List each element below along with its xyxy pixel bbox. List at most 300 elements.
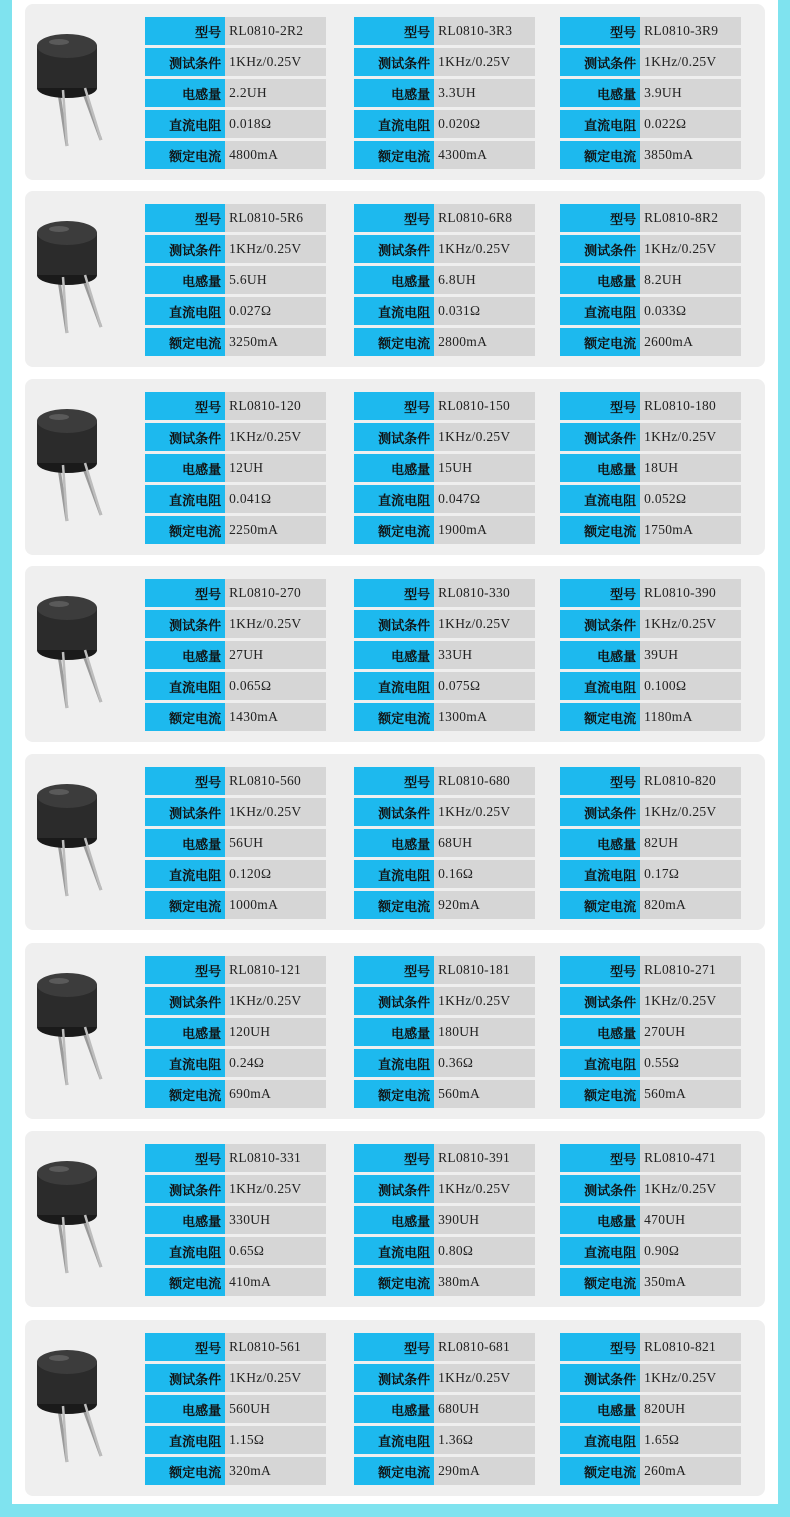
- label-test: 测试条件: [560, 798, 640, 826]
- spec-line-test: [354, 798, 535, 826]
- spec-table: [354, 953, 535, 1111]
- label-inductance: 电感量: [145, 1395, 225, 1423]
- label-dcr: 直流电阻: [560, 672, 640, 700]
- value-dcr: 0.90Ω: [640, 1237, 741, 1265]
- label-model: 型号: [560, 1333, 640, 1361]
- inductor-image: [31, 967, 109, 1089]
- spec-line-dcr: [145, 1237, 326, 1265]
- value-inductance: 8.2UH: [640, 266, 741, 294]
- spec-line-inductance: [354, 1206, 535, 1234]
- spec-line-dcr: [145, 672, 326, 700]
- label-model: 型号: [145, 17, 225, 45]
- spec-line-inductance: [354, 829, 535, 857]
- label-model: 型号: [354, 579, 434, 607]
- label-test: 测试条件: [560, 1175, 640, 1203]
- label-model: 型号: [560, 17, 640, 45]
- label-model: 型号: [145, 1333, 225, 1361]
- label-model: 型号: [560, 767, 640, 795]
- spec-line-inductance: [145, 266, 326, 294]
- spec-line-current: [145, 1268, 326, 1296]
- label-inductance: 电感量: [354, 1395, 434, 1423]
- spec-table: [145, 1141, 326, 1299]
- value-inductance: 470UH: [640, 1206, 741, 1234]
- label-model: 型号: [354, 1144, 434, 1172]
- spec-line-inductance: [354, 641, 535, 669]
- spec-line-model: [560, 1144, 741, 1172]
- label-current: 额定电流: [145, 1080, 225, 1108]
- value-dcr: 0.36Ω: [434, 1049, 535, 1077]
- spec-line-current: [145, 516, 326, 544]
- label-model: 型号: [354, 1333, 434, 1361]
- label-inductance: 电感量: [560, 1395, 640, 1423]
- value-model: RL0810-181: [434, 956, 535, 984]
- label-model: 型号: [354, 392, 434, 420]
- label-dcr: 直流电阻: [145, 297, 225, 325]
- label-test: 测试条件: [354, 610, 434, 638]
- spec-line-inductance: [560, 79, 741, 107]
- label-test: 测试条件: [145, 423, 225, 451]
- spec-line-dcr: [354, 485, 535, 513]
- spec-line-test: [354, 423, 535, 451]
- spec-line-test: [145, 235, 326, 263]
- spec-line-dcr: [560, 297, 741, 325]
- label-current: 额定电流: [560, 141, 640, 169]
- value-model: RL0810-680: [434, 767, 535, 795]
- value-current: 2250mA: [225, 516, 326, 544]
- label-model: 型号: [560, 1144, 640, 1172]
- label-model: 型号: [145, 579, 225, 607]
- spec-line-model: [354, 956, 535, 984]
- spec-line-inductance: [145, 641, 326, 669]
- label-current: 额定电流: [145, 516, 225, 544]
- spec-line-dcr: [354, 110, 535, 138]
- value-dcr: 0.24Ω: [225, 1049, 326, 1077]
- label-dcr: 直流电阻: [560, 297, 640, 325]
- label-inductance: 电感量: [560, 641, 640, 669]
- product-row: [25, 4, 765, 180]
- spec-line-dcr: [560, 1426, 741, 1454]
- spec-line-inductance: [145, 1206, 326, 1234]
- value-model: RL0810-821: [640, 1333, 741, 1361]
- label-dcr: 直流电阻: [560, 1049, 640, 1077]
- value-dcr: 0.031Ω: [434, 297, 535, 325]
- spec-line-current: [145, 141, 326, 169]
- label-test: 测试条件: [560, 987, 640, 1015]
- spec-line-model: [145, 767, 326, 795]
- value-inductance: 56UH: [225, 829, 326, 857]
- spec-table: [354, 576, 535, 734]
- label-test: 测试条件: [354, 235, 434, 263]
- value-test: 1KHz/0.25V: [225, 1364, 326, 1392]
- spec-table: [560, 201, 741, 359]
- spec-table: [354, 14, 535, 172]
- spec-line-current: [354, 516, 535, 544]
- label-current: 额定电流: [560, 1457, 640, 1485]
- value-test: 1KHz/0.25V: [640, 798, 741, 826]
- spec-line-model: [145, 392, 326, 420]
- spec-line-current: [560, 328, 741, 356]
- spec-line-model: [560, 1333, 741, 1361]
- spec-line-dcr: [560, 485, 741, 513]
- inductor-image: [31, 778, 109, 900]
- value-current: 2600mA: [640, 328, 741, 356]
- value-model: RL0810-3R3: [434, 17, 535, 45]
- spec-table: [560, 14, 741, 172]
- label-current: 额定电流: [354, 1268, 434, 1296]
- product-row: [25, 943, 765, 1119]
- value-model: RL0810-681: [434, 1333, 535, 1361]
- label-inductance: 电感量: [560, 266, 640, 294]
- value-inductance: 39UH: [640, 641, 741, 669]
- value-test: 1KHz/0.25V: [434, 1175, 535, 1203]
- spec-table: [560, 576, 741, 734]
- spec-line-current: [354, 141, 535, 169]
- value-inductance: 6.8UH: [434, 266, 535, 294]
- spec-line-test: [560, 48, 741, 76]
- value-dcr: 0.033Ω: [640, 297, 741, 325]
- spec-line-model: [145, 204, 326, 232]
- label-test: 测试条件: [560, 610, 640, 638]
- spec-line-dcr: [560, 110, 741, 138]
- spec-line-dcr: [145, 1049, 326, 1077]
- spec-line-test: [560, 1364, 741, 1392]
- value-current: 290mA: [434, 1457, 535, 1485]
- spec-line-inductance: [145, 1018, 326, 1046]
- label-inductance: 电感量: [560, 454, 640, 482]
- spec-line-test: [560, 610, 741, 638]
- label-test: 测试条件: [560, 1364, 640, 1392]
- value-model: RL0810-270: [225, 579, 326, 607]
- value-test: 1KHz/0.25V: [640, 610, 741, 638]
- label-dcr: 直流电阻: [560, 860, 640, 888]
- spec-line-model: [354, 579, 535, 607]
- spec-line-test: [354, 987, 535, 1015]
- spec-line-model: [560, 579, 741, 607]
- spec-line-current: [560, 703, 741, 731]
- spec-line-current: [560, 1080, 741, 1108]
- spec-line-current: [560, 891, 741, 919]
- value-current: 410mA: [225, 1268, 326, 1296]
- label-model: 型号: [145, 956, 225, 984]
- spec-line-current: [145, 1080, 326, 1108]
- spec-line-test: [560, 798, 741, 826]
- label-current: 额定电流: [560, 891, 640, 919]
- spec-line-test: [145, 798, 326, 826]
- label-inductance: 电感量: [354, 1018, 434, 1046]
- spec-table: [560, 953, 741, 1111]
- value-current: 690mA: [225, 1080, 326, 1108]
- label-dcr: 直流电阻: [560, 1426, 640, 1454]
- spec-line-model: [560, 392, 741, 420]
- label-inductance: 电感量: [560, 1206, 640, 1234]
- value-current: 820mA: [640, 891, 741, 919]
- spec-line-test: [354, 1364, 535, 1392]
- value-test: 1KHz/0.25V: [434, 610, 535, 638]
- spec-line-model: [145, 956, 326, 984]
- value-current: 1000mA: [225, 891, 326, 919]
- label-current: 额定电流: [560, 328, 640, 356]
- spec-table: [145, 764, 326, 922]
- spec-table: [145, 576, 326, 734]
- value-model: RL0810-331: [225, 1144, 326, 1172]
- value-test: 1KHz/0.25V: [225, 235, 326, 263]
- product-row: [25, 379, 765, 555]
- spec-line-dcr: [145, 860, 326, 888]
- value-inductance: 5.6UH: [225, 266, 326, 294]
- label-inductance: 电感量: [145, 454, 225, 482]
- label-test: 测试条件: [354, 1364, 434, 1392]
- spec-line-current: [354, 703, 535, 731]
- label-current: 额定电流: [145, 141, 225, 169]
- value-inductance: 270UH: [640, 1018, 741, 1046]
- value-current: 3850mA: [640, 141, 741, 169]
- product-row: [25, 754, 765, 930]
- label-dcr: 直流电阻: [560, 485, 640, 513]
- spec-line-dcr: [354, 297, 535, 325]
- spec-table: [145, 201, 326, 359]
- value-test: 1KHz/0.25V: [640, 423, 741, 451]
- value-current: 560mA: [434, 1080, 535, 1108]
- spec-line-dcr: [560, 672, 741, 700]
- label-inductance: 电感量: [560, 1018, 640, 1046]
- label-test: 测试条件: [560, 235, 640, 263]
- value-model: RL0810-820: [640, 767, 741, 795]
- spec-line-inductance: [354, 1018, 535, 1046]
- spec-line-test: [354, 48, 535, 76]
- label-model: 型号: [354, 956, 434, 984]
- label-dcr: 直流电阻: [145, 1237, 225, 1265]
- spec-table: [145, 1330, 326, 1488]
- label-test: 测试条件: [354, 987, 434, 1015]
- label-current: 额定电流: [560, 1080, 640, 1108]
- value-dcr: 0.075Ω: [434, 672, 535, 700]
- spec-line-inductance: [145, 79, 326, 107]
- spec-line-dcr: [354, 1049, 535, 1077]
- spec-line-current: [354, 1080, 535, 1108]
- value-inductance: 2.2UH: [225, 79, 326, 107]
- value-test: 1KHz/0.25V: [225, 423, 326, 451]
- value-inductance: 82UH: [640, 829, 741, 857]
- label-model: 型号: [354, 204, 434, 232]
- spec-line-current: [560, 516, 741, 544]
- label-inductance: 电感量: [354, 1206, 434, 1234]
- spec-table: [145, 953, 326, 1111]
- spec-line-test: [145, 48, 326, 76]
- label-inductance: 电感量: [145, 1018, 225, 1046]
- value-current: 1900mA: [434, 516, 535, 544]
- value-inductance: 68UH: [434, 829, 535, 857]
- spec-line-dcr: [145, 485, 326, 513]
- value-current: 1750mA: [640, 516, 741, 544]
- label-test: 测试条件: [145, 48, 225, 76]
- value-dcr: 0.17Ω: [640, 860, 741, 888]
- label-inductance: 电感量: [354, 79, 434, 107]
- spec-line-test: [354, 235, 535, 263]
- spec-line-inductance: [354, 454, 535, 482]
- value-test: 1KHz/0.25V: [225, 798, 326, 826]
- value-dcr: 0.047Ω: [434, 485, 535, 513]
- spec-line-inductance: [560, 641, 741, 669]
- spec-line-inductance: [354, 266, 535, 294]
- label-dcr: 直流电阻: [354, 860, 434, 888]
- value-test: 1KHz/0.25V: [225, 48, 326, 76]
- spec-line-dcr: [560, 1237, 741, 1265]
- value-model: RL0810-150: [434, 392, 535, 420]
- spec-line-dcr: [354, 672, 535, 700]
- spec-line-dcr: [560, 1049, 741, 1077]
- product-row: [25, 1131, 765, 1307]
- spec-line-current: [145, 891, 326, 919]
- value-current: 560mA: [640, 1080, 741, 1108]
- spec-table: [354, 201, 535, 359]
- label-current: 额定电流: [354, 1080, 434, 1108]
- value-test: 1KHz/0.25V: [225, 610, 326, 638]
- value-model: RL0810-5R6: [225, 204, 326, 232]
- value-test: 1KHz/0.25V: [434, 48, 535, 76]
- label-test: 测试条件: [560, 48, 640, 76]
- spec-line-current: [354, 1457, 535, 1485]
- inductor-image: [31, 1344, 109, 1466]
- spec-line-model: [560, 17, 741, 45]
- label-model: 型号: [145, 1144, 225, 1172]
- label-inductance: 电感量: [354, 641, 434, 669]
- label-dcr: 直流电阻: [354, 110, 434, 138]
- label-dcr: 直流电阻: [145, 672, 225, 700]
- label-model: 型号: [354, 17, 434, 45]
- value-inductance: 330UH: [225, 1206, 326, 1234]
- spec-line-inductance: [560, 1206, 741, 1234]
- value-inductance: 120UH: [225, 1018, 326, 1046]
- value-test: 1KHz/0.25V: [434, 235, 535, 263]
- label-dcr: 直流电阻: [145, 1426, 225, 1454]
- label-dcr: 直流电阻: [560, 1237, 640, 1265]
- spec-line-model: [145, 17, 326, 45]
- value-dcr: 0.052Ω: [640, 485, 741, 513]
- value-inductance: 3.3UH: [434, 79, 535, 107]
- value-test: 1KHz/0.25V: [434, 423, 535, 451]
- value-model: RL0810-330: [434, 579, 535, 607]
- label-current: 额定电流: [145, 1268, 225, 1296]
- spec-line-model: [354, 1333, 535, 1361]
- value-inductance: 560UH: [225, 1395, 326, 1423]
- value-dcr: 0.120Ω: [225, 860, 326, 888]
- value-test: 1KHz/0.25V: [640, 1175, 741, 1203]
- label-current: 额定电流: [145, 1457, 225, 1485]
- spec-line-model: [354, 767, 535, 795]
- label-test: 测试条件: [145, 987, 225, 1015]
- spec-line-dcr: [145, 110, 326, 138]
- label-dcr: 直流电阻: [145, 110, 225, 138]
- value-test: 1KHz/0.25V: [640, 48, 741, 76]
- label-model: 型号: [560, 579, 640, 607]
- value-test: 1KHz/0.25V: [640, 235, 741, 263]
- value-model: RL0810-561: [225, 1333, 326, 1361]
- label-test: 测试条件: [354, 48, 434, 76]
- spec-line-inductance: [354, 79, 535, 107]
- label-test: 测试条件: [145, 1364, 225, 1392]
- label-current: 额定电流: [354, 703, 434, 731]
- inductor-image: [31, 590, 109, 712]
- inductor-image: [31, 215, 109, 337]
- value-inductance: 680UH: [434, 1395, 535, 1423]
- value-dcr: 0.027Ω: [225, 297, 326, 325]
- value-dcr: 1.36Ω: [434, 1426, 535, 1454]
- spec-table: [560, 1141, 741, 1299]
- spec-line-current: [560, 141, 741, 169]
- value-model: RL0810-391: [434, 1144, 535, 1172]
- value-test: 1KHz/0.25V: [640, 1364, 741, 1392]
- label-inductance: 电感量: [354, 454, 434, 482]
- spec-line-inductance: [354, 1395, 535, 1423]
- spec-line-test: [145, 610, 326, 638]
- spec-line-current: [145, 703, 326, 731]
- value-model: RL0810-8R2: [640, 204, 741, 232]
- spec-line-model: [145, 1144, 326, 1172]
- value-test: 1KHz/0.25V: [434, 1364, 535, 1392]
- value-model: RL0810-3R9: [640, 17, 741, 45]
- value-inductance: 33UH: [434, 641, 535, 669]
- spec-line-inductance: [145, 829, 326, 857]
- spec-line-test: [354, 610, 535, 638]
- value-inductance: 390UH: [434, 1206, 535, 1234]
- spec-line-model: [354, 17, 535, 45]
- spec-line-current: [560, 1457, 741, 1485]
- value-current: 3250mA: [225, 328, 326, 356]
- label-model: 型号: [145, 204, 225, 232]
- label-dcr: 直流电阻: [145, 1049, 225, 1077]
- value-inductance: 27UH: [225, 641, 326, 669]
- spec-line-model: [560, 956, 741, 984]
- spec-line-test: [560, 987, 741, 1015]
- label-inductance: 电感量: [145, 79, 225, 107]
- spec-table: [560, 764, 741, 922]
- spec-line-current: [145, 328, 326, 356]
- label-model: 型号: [560, 956, 640, 984]
- inductor-image: [31, 28, 109, 150]
- value-dcr: 0.16Ω: [434, 860, 535, 888]
- label-inductance: 电感量: [145, 829, 225, 857]
- value-current: 4800mA: [225, 141, 326, 169]
- product-row: [25, 191, 765, 367]
- spec-table: [354, 764, 535, 922]
- spec-line-inductance: [560, 829, 741, 857]
- spec-line-test: [560, 1175, 741, 1203]
- value-model: RL0810-390: [640, 579, 741, 607]
- spec-line-test: [145, 987, 326, 1015]
- label-test: 测试条件: [145, 610, 225, 638]
- label-current: 额定电流: [354, 141, 434, 169]
- inductor-image: [31, 403, 109, 525]
- value-inductance: 15UH: [434, 454, 535, 482]
- value-dcr: 0.022Ω: [640, 110, 741, 138]
- spec-line-inductance: [560, 266, 741, 294]
- spec-table: [354, 389, 535, 547]
- label-test: 测试条件: [354, 798, 434, 826]
- value-current: 1430mA: [225, 703, 326, 731]
- value-current: 4300mA: [434, 141, 535, 169]
- value-model: RL0810-120: [225, 392, 326, 420]
- spec-line-test: [354, 1175, 535, 1203]
- label-test: 测试条件: [145, 235, 225, 263]
- label-test: 测试条件: [560, 423, 640, 451]
- label-current: 额定电流: [145, 891, 225, 919]
- label-inductance: 电感量: [145, 266, 225, 294]
- value-dcr: 0.80Ω: [434, 1237, 535, 1265]
- spec-line-model: [560, 204, 741, 232]
- value-test: 1KHz/0.25V: [434, 987, 535, 1015]
- value-current: 350mA: [640, 1268, 741, 1296]
- value-dcr: 0.065Ω: [225, 672, 326, 700]
